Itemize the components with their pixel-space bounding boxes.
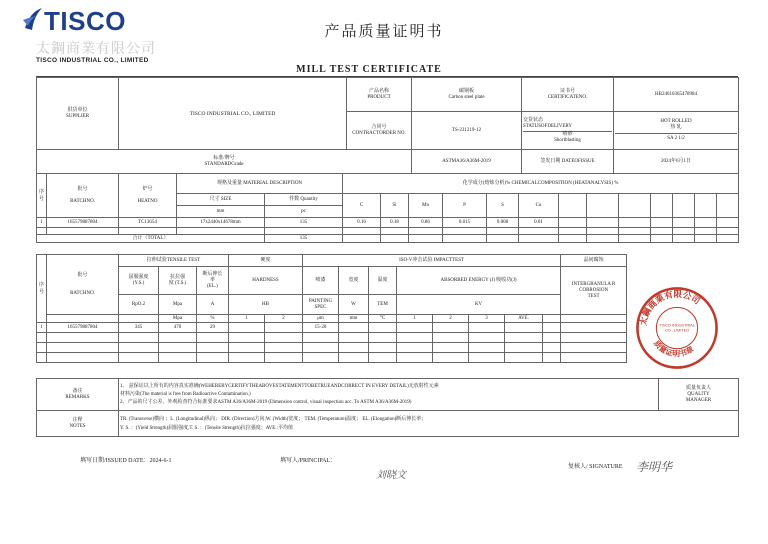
quantity-label: 件数 Quantity xyxy=(265,194,343,206)
rp02-label: RpO.2 xyxy=(119,295,159,315)
info-table xyxy=(36,77,739,174)
corrosion-label-cn: 晶间腐蚀 xyxy=(561,255,627,267)
quality-manager-label: 质量负责人 QUALITY MANAGER xyxy=(659,379,739,411)
standard-label: 标准/牌号 STANDARDGrade xyxy=(37,150,412,174)
tensile-test-label: 拉伸试验TENSILE TEST xyxy=(119,255,229,267)
table-row: 1 165579887804 345 470 29 15-20 xyxy=(37,323,627,333)
cert-value: HB24610365478984 xyxy=(614,78,739,112)
issue-date-label: 签发日期 DATEOFISSUE xyxy=(522,150,614,174)
product-value: 碳钢板 Carbon steel plate xyxy=(412,78,522,112)
issued-date: 填写日期/ISSUED DATE：2024-6-1 xyxy=(80,458,172,464)
company-seal-stamp xyxy=(634,285,720,371)
element-si: Si xyxy=(381,194,409,218)
svg-text:质量证明书章: 质量证明书章 xyxy=(651,338,696,359)
element-mn: Mn xyxy=(409,194,443,218)
size-label: 尺寸 SIZE xyxy=(177,194,265,206)
svg-text:太鋼商業有限公司: 太鋼商業有限公司 xyxy=(638,289,702,327)
chem-composition-header: 化学成分(熔炼分析)% CHEMICALCOMPOSITION (HEATANALYSIS) % xyxy=(343,174,739,194)
element-s: S xyxy=(487,194,519,218)
chem-batch-label: 批号 BATCHNO. xyxy=(47,174,119,218)
mpa-label: Mpa xyxy=(159,295,197,315)
temp-label: 温度 xyxy=(369,267,397,295)
elongation-label: 断后伸长 率 (EL.) xyxy=(197,267,229,295)
svg-text:TISCO INDUSTRIAL: TISCO INDUSTRIAL xyxy=(659,322,695,328)
status-label: 交货状态 STATUSOFDELIVERY 喷砂 Shortblasting xyxy=(522,112,614,150)
document-title-en: MILL TEST CERTIFICATE xyxy=(296,64,442,75)
notes-text: TR. (Transverse)横向 ；L. (Longitudinal)纵向； DIR. (Direction)方向;W. (Width)宽度； TEM. (Temperature)温度； EL. (Elongation)断后伸长率； Y. S. ：(Yield Strength)屈服强度,T. S. ：(Tensile Strength)抗拉强度；AVE.:平均值 xyxy=(119,411,739,437)
material-description-label: 规格及重量 MATERIAL DESCRIPTION xyxy=(177,174,343,194)
mechanical-table xyxy=(36,254,627,363)
contract-value: TS-231219-12 xyxy=(412,112,522,150)
unit-mm: mm xyxy=(177,206,265,218)
w-label: W xyxy=(339,295,369,315)
product-label: 产品名称 PRODUCT xyxy=(347,78,412,112)
document-title-cn: 产品质量证明书 xyxy=(324,22,444,40)
company-name-en: TISCO INDUSTRIAL CO., LIMITED xyxy=(36,57,149,64)
company-name-cn: 太鋼商業有限公司 xyxy=(36,41,156,57)
unit-pc: pc xyxy=(265,206,343,218)
impact-test-label: ISO-V冲击试验 IMPACTTEST xyxy=(303,255,561,267)
tensile-strength-label: 抗拉强 度 (T.S.) xyxy=(159,267,197,295)
chem-seq-label: 序号 xyxy=(37,174,47,218)
remarks-table xyxy=(36,378,739,437)
yield-strength-label: 屈服强度 (Y.S.) xyxy=(119,267,159,295)
issue-date-value: 2024年6月1日 xyxy=(614,150,739,174)
absorbed-energy-label: ABSORBED ENERGY (J) 吸收功(J) xyxy=(397,267,561,295)
a-label: A xyxy=(197,295,229,315)
tem-label: TEM xyxy=(369,295,397,315)
hardness-en-label: HARDNESS xyxy=(229,267,303,295)
remarks-text: 1、 兹保证以上所有的内容真实准确(WEHEREBYCERTIFYTHEABOVESTATEMENTTOBETRUEANDCORRECT IN EVERY DETAIL)无放射性元素 材料污染(The material is free from Radioactive Contamination.) 2、产品的尺寸公差、外观检查符合标准要求ASTM A36/A36M-2019 (Dimension control, visual inspection acc. To ASTM A36/A36M-2019) xyxy=(119,379,659,411)
principal-label: 填写人/PRINCIPAL： xyxy=(280,458,337,464)
painting-spec-label: PAINTING SPEC xyxy=(303,295,339,315)
intergranular-corrosion-label: INTERGRANULA R CORROSION TEST xyxy=(561,267,627,315)
principal-signature: 刘晓文 xyxy=(376,470,406,481)
paint-label: 喷漆 xyxy=(303,267,339,295)
supplier-label: 供货单位 SUPPLIER xyxy=(37,78,119,150)
notes-label: 注释 NOTES xyxy=(37,411,119,437)
element-p: P xyxy=(443,194,487,218)
units-row: Mpa % 1 2 μm mm °C 1 2 3 AVE. xyxy=(37,315,627,323)
contract-label: 合同号 CONTRACTORDER NO. xyxy=(347,112,412,150)
hardness-label: 硬度 xyxy=(229,255,303,267)
supplier-value: TISCO INDUSTRIAL CO., LIMITED xyxy=(119,78,347,150)
company-logo-text: TISCO xyxy=(44,6,126,36)
remarks-label: 备注 REMARKS xyxy=(37,379,119,411)
width-label: 宽度 xyxy=(339,267,369,295)
mech-batch-label: 批号 BATCHNO. xyxy=(47,255,119,315)
review-signature-label: 复核人/ SIGNATURE xyxy=(568,464,623,470)
kv-label: KV xyxy=(397,295,561,315)
chem-heat-label: 炉号 HEATNO xyxy=(119,174,177,218)
element-c: C xyxy=(343,194,381,218)
svg-text:CO., LIMITED: CO., LIMITED xyxy=(664,327,690,333)
hb-label: HB xyxy=(229,295,303,315)
chem-total-row: 合计（TOTAL） 135 xyxy=(37,235,739,243)
element-cu: Cu xyxy=(519,194,559,218)
mech-seq-label: 序号 xyxy=(37,255,47,323)
chemical-table xyxy=(36,173,739,243)
standard-value: ASTMA36/A36M-2019 xyxy=(412,150,522,174)
table-row: 1 165579887804 TC13654 17x2440x14678mm 135 0.16 0.18 0.86 0.015 0.008 0.01 xyxy=(37,218,739,228)
status-value: HOT ROLLED 热 轧 SA 2 1/2 xyxy=(614,112,739,150)
cert-label: 证书号 CERTIFICATENO. xyxy=(522,78,614,112)
reviewer-signature: 李明华 xyxy=(636,460,673,474)
